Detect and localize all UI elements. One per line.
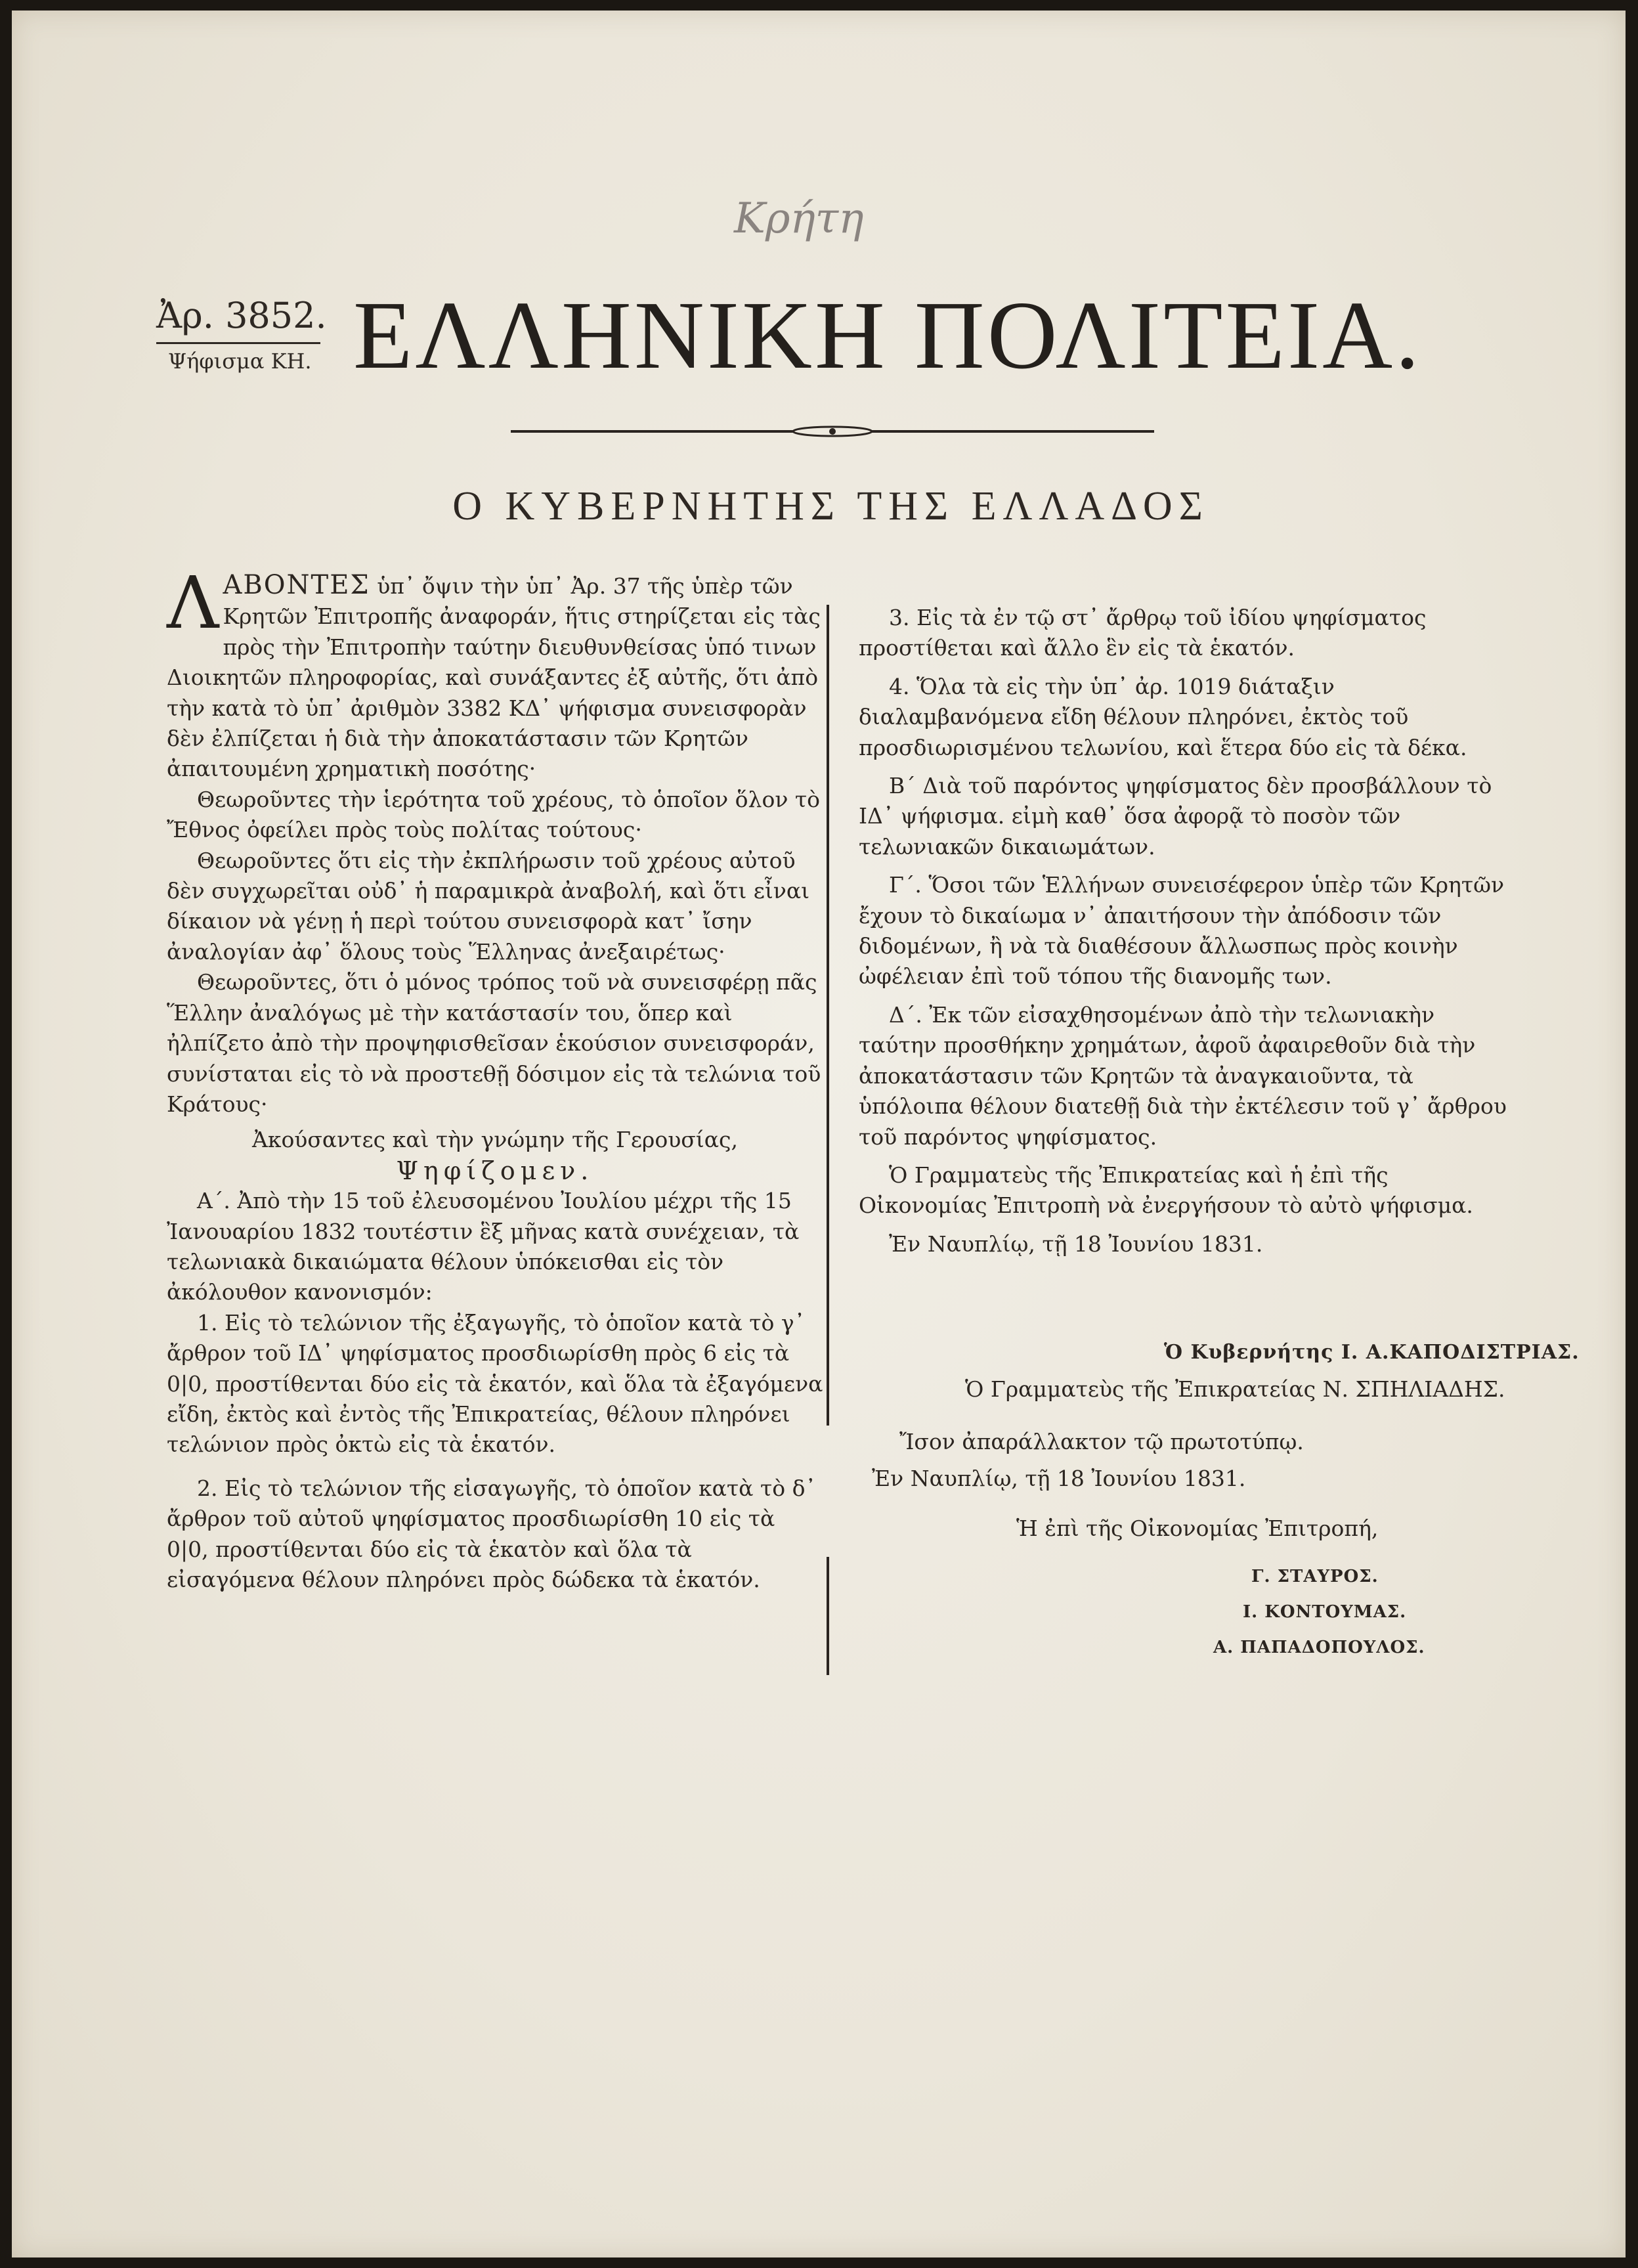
certification-date: Ἐν Ναυπλίῳ, τῇ 18 Ἰουνίου 1831. (872, 1466, 1246, 1491)
document-page (12, 11, 1626, 2257)
preamble-1: ὑπ᾽ ὄψιν τὴν ὑπ᾽ Ἀρ. 37 τῆς ὑπὲρ τῶν Κρητῶν Ἐπιτροπῆς ἀναφοράν, ἥτις στηρίζεται εἰς τὰς πρὸς τὴν Ἐπιτροπὴν ταύτην διευθυνθείσας ὑπό τινων Διοικητῶν πληροφορίας, καὶ συνάξαντες ἐξ αὐτῆς, ὅτι ἀπὸ τὴν κατὰ τὸ ὑπ᾽ ἀριθμὸν 3382 ΚΔ᾽ ψήφισμα συνεισφορὰν δὲν ἐλπίζεται ἡ διὰ τὴν ἀποκατάστασιν τῶν Κρητῶν ἀπαιτουμένη χρηματικὴ ποσότης· (167, 573, 821, 782)
column-divider-bottom (827, 1557, 829, 1675)
right-column (859, 603, 1515, 1259)
ornamental-rule (511, 422, 1154, 441)
consultation-line: Ἀκούσαντες καὶ τὴν γνώμην τῆς Γερουσίας, (251, 1127, 738, 1153)
handwritten-note: Κρήτη (734, 194, 864, 243)
execution-clause: Ὁ Γραμματεὺς τῆς Ἐπικρατείας καὶ ἡ ἐπὶ τῆς Οἰκονομίας Ἐπιτροπὴ νὰ ἐνεργήσουν τὸ αὐτὸ ψήφισμα. (859, 1162, 1473, 1219)
masthead (143, 283, 1456, 388)
clause-3: 3. Εἰς τὰ ἐν τῷ στ᾽ ἄρθρῳ τοῦ ἰδίου ψηφίσματος προστίθεται καὶ ἄλλο ἓν εἰς τὰ ἑκατόν. (859, 605, 1427, 661)
preamble-3: Θεωροῦντες ὅτι εἰς τὴν ἐκπλήρωσιν τοῦ χρέους αὐτοῦ δὲν συγχωρεῖται οὐδ᾽ ἡ παραμικρὰ ἀναβολή, καὶ ὅτι εἶναι δίκαιον νὰ γένῃ ἡ περὶ τούτου συνεισφορὰ κατ᾽ ἴσην ἀναλογίαν ἀφ᾽ ὅλους τοὺς Ἕλληνας ἀνεξαιρέτως· (167, 847, 810, 965)
preamble-2: Θεωροῦντες τὴν ἱερότητα τοῦ χρέους, τὸ ὁποῖον ὅλον τὸ Ἔθνος ὀφείλει πρὸς τοὺς πολίτας τούτους· (167, 786, 820, 843)
decree-number: Ψήφισμα ΚΗ. (168, 349, 312, 374)
clause-2: 2. Εἰς τὸ τελώνιον τῆς εἰσαγωγῆς, τὸ ὁποῖον κατὰ τὸ δ᾽ ἄρθρον τοῦ αὐτοῦ ψηφίσματος προσδιωρίσθη 10 εἰς τὰ 0|0, προστίθενται δύο εἰς τὰ ἑκατὸν καὶ ὅλα τὰ εἰσαγόμενα θέλουν πληρόνει πρὸς δώδεκα τὰ ἑκατόν. (167, 1475, 816, 1592)
issue-number: Ἀρ. 3852. (156, 295, 327, 336)
clause-4: 4. Ὅλα τὰ εἰς τὴν ὑπ᾽ ἀρ. 1019 διάταξιν διαλαμβανόμενα εἴδη θέλουν πληρόνει, ἐκτὸς τοῦ προσδιωρισμένου τελωνίου, καὶ ἕτερα δύο εἰς τὰ δέκα. (859, 673, 1467, 760)
governor-signature: Ὁ Κυβερνήτης Ι. Α.ΚΑΠΟΔΙΣΤΡΙΑΣ. (1164, 1341, 1580, 1364)
article-b: Β΄ Διὰ τοῦ παρόντος ψηφίσματος δὲν προσβάλλουν τὸ ΙΔ᾽ ψήφισμα. εἰμὴ καθ᾽ ὅσα ἀφορᾷ τὸ ποσὸν τῶν τελωνιακῶν δικαιωμάτων. (859, 773, 1492, 860)
issue-number-rule (156, 342, 320, 344)
drop-cap: Λ (167, 561, 219, 645)
clause-1: 1. Εἰς τὸ τελώνιον τῆς ἐξαγωγῆς, τὸ ὁποῖον κατὰ τὸ γ᾽ ἄρθρον τοῦ ΙΔ᾽ ψηφίσματος προσδιωρίσθη πρὸς 6 εἰς τὰ 0|0, προστίθενται δύο εἰς τὰ ἑκατόν, καὶ ὅλα τὰ ἐξαγόμενα εἴδη, ἐκτὸς καὶ ἐντὸς τῆς Ἐπικρατείας, θέλουν πληρόνει τελώνιον πρὸς ὀκτὼ εἰς τὰ ἑκατόν. (167, 1309, 823, 1458)
signatory-stavros: Γ. ΣΤΑΥΡΟΣ. (1251, 1567, 1379, 1586)
article-a: Α΄. Ἀπὸ τὴν 15 τοῦ ἐλευσομένου Ἰουλίου μέχρι τῆς 15 Ἰανουαρίου 1832 τουτέστιν ἓξ μῆνας κατὰ συνέχειαν, τὰ τελωνιακὰ δικαιώματα θέλουν ὑπόκεισθαι εἰς τὸν ἀκόλουθον κανονισμόν: (167, 1188, 800, 1305)
certification-line: Ἴσον ἀπαράλλακτον τῷ πρωτοτύπῳ. (899, 1429, 1304, 1454)
decree-word: Ψηφίζομεν. (396, 1156, 594, 1185)
signatory-kontoumas: Ι. ΚΟΝΤΟΥΜΑΣ. (1243, 1602, 1407, 1622)
column-divider-top (827, 605, 829, 1426)
left-column (167, 561, 823, 1595)
secretary-signature: Ὁ Γραμματεὺς τῆς Ἐπικρατείας Ν. ΣΠΗΛΙΑΔΗΣ. (965, 1376, 1505, 1402)
first-word: ΑΒΟΝΤΕΣ (223, 570, 370, 600)
preamble-4: Θεωροῦντες, ὅτι ὁ μόνος τρόπος τοῦ νὰ συνεισφέρῃ πᾶς Ἕλλην ἀναλόγως μὲ τὴν κατάστασίν του, ὅπερ καὶ ἠλπίζετο ἀπὸ τὴν προψηφισθεῖσαν ἑκούσιον συνεισφοράν, συνίσταται εἰς τὸ νὰ προστεθῇ δόσιμον εἰς τὰ τελώνια τοῦ Κράτους· (167, 969, 821, 1117)
article-c: Γ΄. Ὅσοι τῶν Ἑλλήνων συνεισέφερον ὑπὲρ τῶν Κρητῶν ἔχουν τὸ δικαίωμα ν᾽ ἀπαιτήσουν τὴν ἀπόδοσιν τῶν διδομένων, ἢ νὰ τὰ διαθέσουν ἄλλωσπως πρὸς κοινὴν ὠφέλειαν ἐπὶ τοῦ τόπου τῆς διανομῆς των. (859, 872, 1505, 990)
subtitle: Ο ΚΥΒΕΡΝΗΤΗΣ ΤΗΣ ΕΛΛΑΔΟΣ (452, 484, 1209, 529)
committee-line: Ἡ ἐπὶ τῆς Οἰκονομίας Ἐπιτροπή, (1016, 1516, 1379, 1541)
date-line: Ἐν Ναυπλίῳ, τῇ 18 Ἰουνίου 1831. (889, 1231, 1263, 1257)
article-d: Δ΄. Ἐκ τῶν εἰσαχθησομένων ἀπὸ τὴν τελωνιακὴν ταύτην προσθήκην χρημάτων, ἀφοῦ ἀφαιρεθοῦν διὰ τὴν ἀποκατάστασιν τῶν Κρητῶν τὰ ἀναγκαιοῦντα, τὰ ὑπόλοιπα θέλουν διατεθῇ διὰ τὴν ἐκτέλεσιν τοῦ γ᾽ ἄρθρου τοῦ παρόντος ψηφίσματος. (859, 1001, 1507, 1150)
newspaper-title: ΕΛΛΗΝΙΚΗ ΠΟΛΙΤΕΙΑ. (353, 282, 1423, 389)
signatory-papadopoulos: Α. ΠΑΠΑΔΟΠΟΥΛΟΣ. (1213, 1638, 1425, 1657)
